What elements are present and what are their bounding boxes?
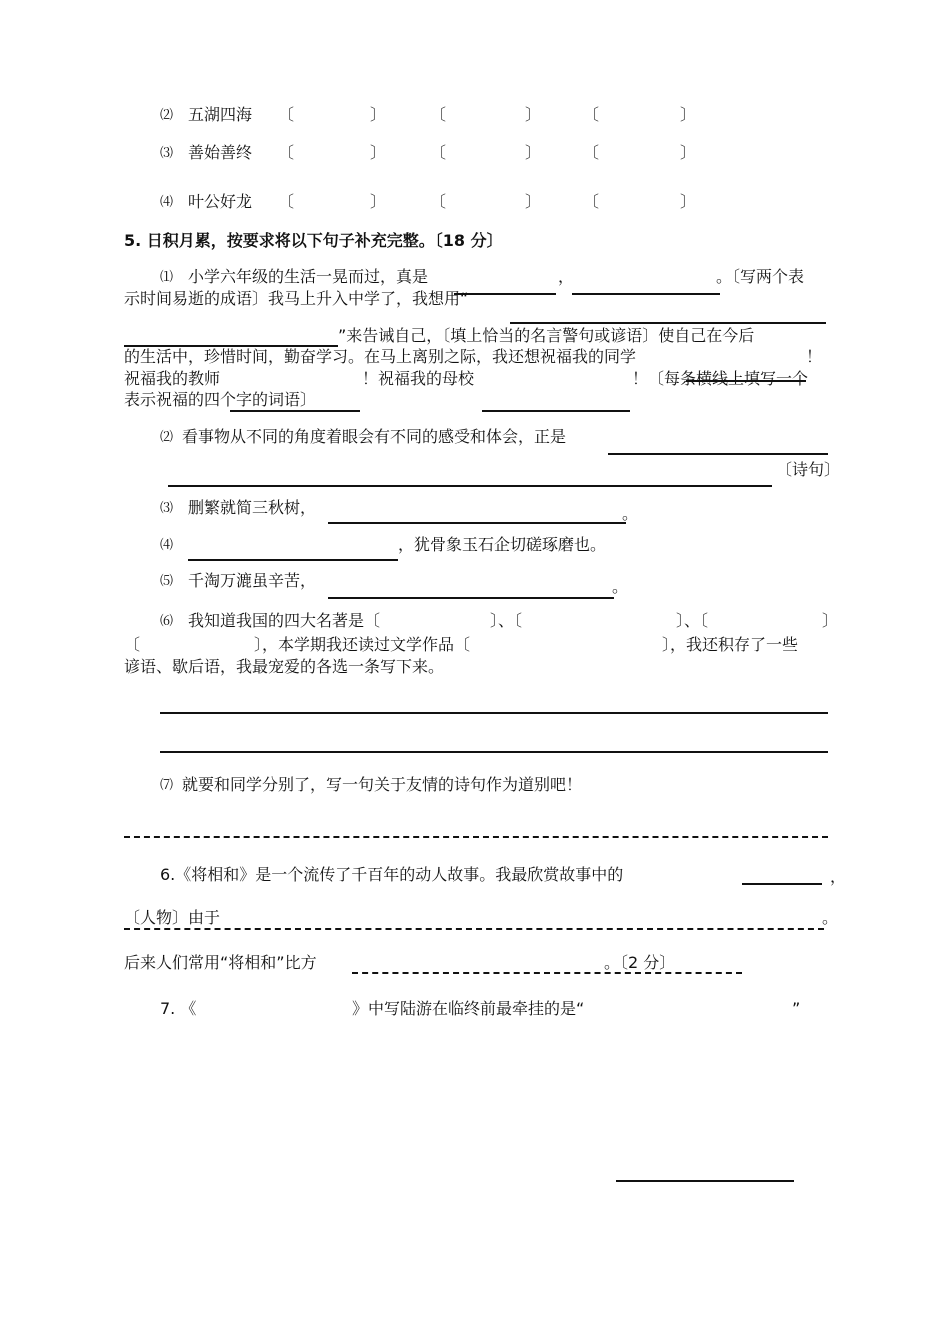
blank-wish-teacher[interactable]: [230, 410, 360, 412]
bracket-close: 〕: [525, 192, 542, 211]
sentence-text: 。: [822, 908, 839, 927]
sentence-text: ！: [806, 347, 823, 366]
blank-idiom-2[interactable]: [572, 293, 720, 295]
blank-poem-continuation[interactable]: [328, 522, 626, 524]
sentence-text: ！祝福我的母校: [362, 369, 475, 388]
sentence-text: 〔: [124, 635, 141, 654]
sentence-text: 谚语、歇后语，我最宠爱的各选一条写下来。: [124, 657, 445, 676]
item-number: ⑶: [160, 501, 174, 516]
blank-reason[interactable]: [124, 928, 824, 930]
idiom-word: 叶公好龙: [188, 192, 253, 211]
blank-motto-top[interactable]: [510, 322, 826, 324]
blank-metaphor[interactable]: [352, 972, 742, 974]
bracket-close: 〕: [680, 192, 697, 211]
sentence-text: 就要和同学分别了，写一句关于友情的诗句作为道别吧！: [182, 775, 583, 794]
item-number: ⑹: [160, 614, 174, 629]
sentence-text: 我知道我国的四大名著是〔: [188, 611, 381, 630]
sentence-text: ，: [830, 867, 847, 886]
sentence-text: 〕、〔: [490, 611, 523, 630]
sentence-text: 〔诗句〕: [776, 460, 841, 479]
bracket-open: 〔: [583, 192, 600, 211]
sentence-text: 示时间易逝的成语〕我马上升入中学了，我想用“: [124, 289, 469, 308]
sentence-text: 。: [622, 504, 639, 523]
blank-poem-line-1[interactable]: [608, 453, 828, 455]
bracket-open: 〔: [278, 143, 295, 162]
sentence-text: ！〔每条横线上填写一个: [632, 369, 809, 388]
bracket-close: 〕: [680, 143, 697, 162]
item-number: ⑷: [160, 538, 174, 553]
bracket-open: 〔: [583, 105, 600, 124]
sentence-text: 〕，本学期我还读过文学作品〔: [254, 635, 471, 654]
blank-wish-school[interactable]: [482, 410, 630, 412]
sentence-text: 看事物从不同的角度着眼会有不同的感受和体会，正是: [182, 427, 567, 446]
answer-line-1[interactable]: [160, 712, 828, 714]
item-number: ⑵: [160, 430, 174, 445]
bracket-open: 〔: [430, 105, 447, 124]
blank-poem-answer[interactable]: [616, 1180, 794, 1182]
bracket-close: 〕: [370, 143, 387, 162]
blank-wish-classmates[interactable]: [686, 380, 806, 382]
blank-poem-continuation[interactable]: [328, 597, 614, 599]
bracket-close: 〕: [370, 192, 387, 211]
sentence-text: 千淘万漉虽辛苦，: [188, 571, 317, 590]
sentence-text: 表示祝福的四个字的词语〕: [124, 390, 317, 409]
blank-quote-start[interactable]: [188, 559, 398, 561]
bracket-close: 〕: [680, 105, 697, 124]
sentence-text: 删繁就简三秋树，: [188, 498, 317, 517]
idiom-word: 善始善终: [188, 143, 253, 162]
blank-poem-line-2[interactable]: [168, 485, 772, 487]
answer-line-friendship-poem[interactable]: [124, 836, 828, 838]
sentence-text: 〕，我还积存了一些: [662, 635, 799, 654]
item-number: ⑺: [160, 778, 174, 793]
sentence-text: ”来告诫自己，〔填上恰当的名言警句或谚语〕使自己在今后: [338, 326, 755, 345]
sentence-text: 。: [612, 577, 629, 596]
bracket-close: 〕: [525, 143, 542, 162]
blank-character[interactable]: [742, 883, 822, 885]
bracket-open: 〔: [583, 143, 600, 162]
answer-line-2[interactable]: [160, 751, 828, 753]
bracket-open: 〔: [278, 192, 295, 211]
sentence-text: 〕: [822, 611, 839, 630]
sentence-text: 的生活中，珍惜时间，勤奋学习。在马上离别之际，我还想祝福我的同学: [124, 347, 637, 366]
sentence-text: 祝福我的教师: [124, 369, 221, 388]
bracket-open: 〔: [430, 143, 447, 162]
bracket-close: 〕: [525, 105, 542, 124]
sentence-text: 〕、〔: [676, 611, 709, 630]
sentence-text: 》中写陆游在临终前最牵挂的是“: [352, 999, 585, 1018]
sentence-text: 。〔写两个表: [716, 267, 805, 286]
item-number: ⑷: [160, 195, 174, 210]
sentence-text: ，: [558, 267, 575, 286]
sentence-text: ，犹骨象玉石企切磋琢磨也。: [398, 535, 607, 554]
bracket-open: 〔: [430, 192, 447, 211]
idiom-word: 五湖四海: [188, 105, 253, 124]
sentence-text: 。〔2 分〕: [604, 953, 676, 972]
blank-idiom-1[interactable]: [454, 293, 556, 295]
sentence-text: ”: [792, 999, 801, 1018]
item-number: ⑶: [160, 146, 174, 161]
item-number: ⑸: [160, 574, 174, 589]
sentence-text: 〔人物〕由于: [124, 908, 221, 927]
bracket-close: 〕: [370, 105, 387, 124]
sentence-text: 7. 《: [160, 999, 197, 1018]
bracket-open: 〔: [278, 105, 295, 124]
sentence-text: 6.《将相和》是一个流传了千百年的动人故事。我最欣赏故事中的: [160, 865, 624, 884]
item-number: ⑴: [160, 270, 174, 285]
question-5-heading: 5. 日积月累，按要求将以下句子补充完整。〔18 分〕: [124, 231, 503, 250]
sentence-text: 小学六年级的生活一晃而过，真是: [188, 267, 429, 286]
sentence-text: 后来人们常用“将相和”比方: [124, 953, 317, 972]
item-number: ⑵: [160, 108, 174, 123]
